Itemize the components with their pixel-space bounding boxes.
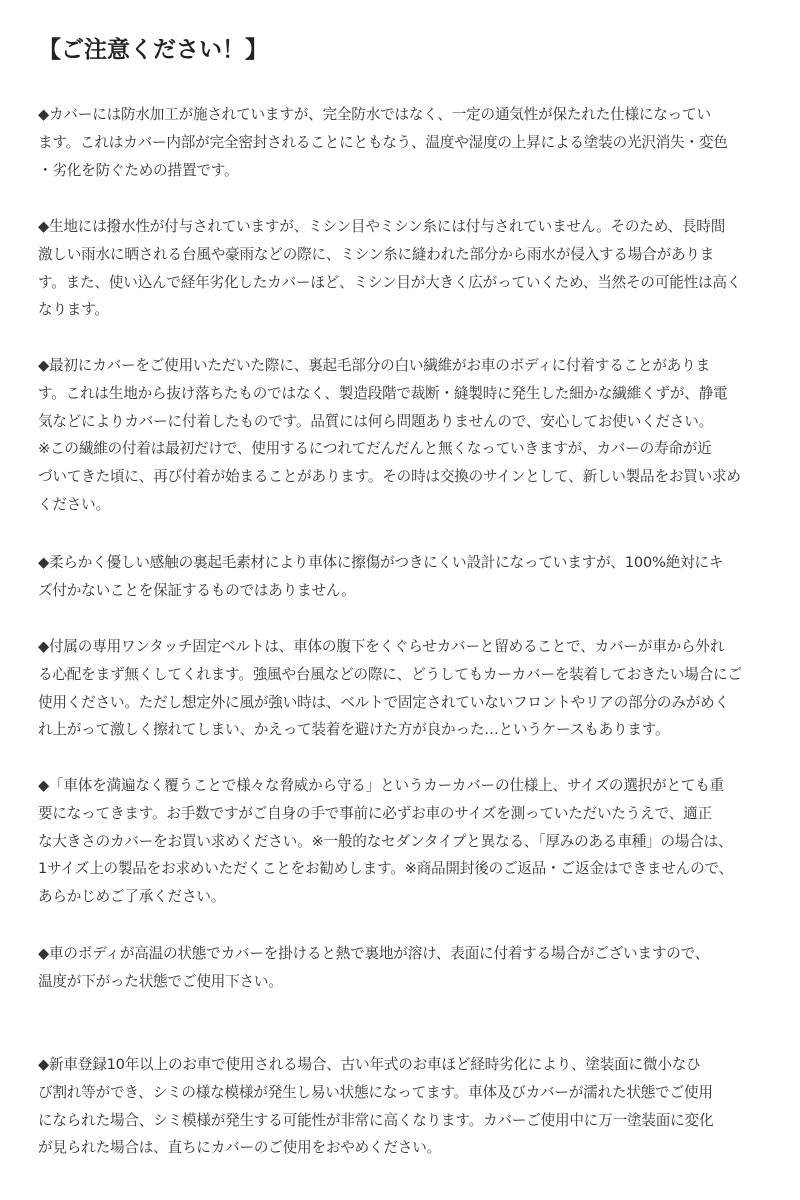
text-line: ズ付かないことを保証するものではありません。 xyxy=(38,581,356,599)
notice-size xyxy=(38,772,768,911)
text-line: なります。 xyxy=(38,301,109,319)
text-line: ◆車のボディが高温の状態でカバーを掛けると熱で裏地が溶け、表面に付着する場合がございますので、 xyxy=(38,945,710,962)
text-line: ◆新車登録10年以上のお車で使用される場合、古い年式のお車ほど経時劣化により、塗装面に微小なひ xyxy=(38,1056,701,1073)
page-title: 【ご注意ください！】 xyxy=(38,37,268,63)
notice-high-temperature xyxy=(38,940,768,996)
text-line: ◆カバーには防水加工が施されていますが、完全防水ではなく、一定の通気性が保たれた仕様になってい xyxy=(38,106,711,123)
notice-old-vehicle xyxy=(38,1051,768,1162)
text-line: あらかじめご了承ください。 xyxy=(38,888,226,906)
text-line: る心配をまず無くしてくれます。強風や台風などの際に、どうしてもカーカバーを装着しておきたい場合にご xyxy=(38,665,742,683)
text-line: す。これは生地から抜け落ちたものではなく、製造段階で裁断・縫製時に発生した細かな繊維くずが、静電 xyxy=(38,384,728,402)
text-line: ◆生地には撥水性が付与されていますが、ミシン目やミシン糸には付与されていません。そのため、長時間 xyxy=(38,218,726,235)
text-line: ◆柔らかく優しい感触の裏起毛素材により車体に擦傷がつきにくい設計になっていますが、100%絶対にキ xyxy=(38,554,724,571)
text-line: 要になってきます。お手数ですがご自身の手で事前に必ずお車のサイズを測っていただいたうえで、適正 xyxy=(38,804,712,822)
text-line: づいてきた頃に、再び付着が始まることがあります。その時は交換のサインとして、新しい製品をお買い求め xyxy=(38,468,741,486)
text-line: ◆付属の専用ワンタッチ固定ベルトは、車体の腹下をくぐらせカバーと留めることで、カバーが車から外れ xyxy=(38,638,725,655)
text-line: な大きさのカバーをお買い求めください。※一般的なセダンタイプと異なる、「厚みのある車種」の場合は、 xyxy=(38,832,733,850)
text-line: 使用ください。ただし想定外に風が強い時は、ベルトで固定されていないフロントやリアの部分のみがめく xyxy=(38,693,729,711)
text-line: ます。これはカバー内部が完全密封されることにともなう、温度や湿度の上昇による塗装の光沢消失・変色 xyxy=(38,133,728,151)
text-line: ※この繊維の付着は最初だけで、使用するにつれてだんだんと無くなっていきますが、カバーの寿命が近 xyxy=(38,440,712,458)
text-line: ください。 xyxy=(38,495,110,513)
text-line: れ上がって激しく擦れてしまい、かえって装着を避けた方が良かった…というケースもあります。 xyxy=(38,721,670,739)
text-line: 気などによりカバーに付着したものです。品質には何ら問題ありませんので、安心してお使いください。 xyxy=(38,412,714,430)
text-line: 温度が下がった状態でご使用下さい。 xyxy=(38,972,283,990)
text-line: になられた場合、シミ模様が発生する可能性が非常に高くなります。カバーご使用中に万一塗装面に変化 xyxy=(38,1111,714,1129)
notice-scratch xyxy=(38,549,768,605)
text-line: ◆「車体を満遍なく覆うことで様々な脅威から守る」というカーカバーの仕様上、サイズの選択がとても重 xyxy=(38,777,725,794)
text-line: す。また、使い込んで経年劣化したカバーほど、ミシン目が大きく広がっていくため、当然その可能性は高く xyxy=(38,273,742,291)
text-line: 激しい雨水に晒される台風や豪雨などの際に、ミシン糸に縫われた部分から雨水が侵入する場合がありま xyxy=(38,245,715,263)
text-line: ◆最初にカバーをご使用いただいた際に、裏起毛部分の白い繊維がお車のボディに付着することがありま xyxy=(38,357,710,374)
text-line: ・劣化を防ぐための措置です。 xyxy=(38,161,239,179)
text-line: 1サイズ上の製品をお求めいただくことをお勧めします。※商品開封後のご返品・ご返金はできませんので、 xyxy=(38,860,733,878)
notice-belt xyxy=(38,633,768,744)
notice-water-repellent xyxy=(38,213,768,324)
text-line: が見られた場合は、直ちにカバーのご使用をおやめください。 xyxy=(38,1139,442,1157)
notice-fiber-adhesion xyxy=(38,352,768,519)
notice-waterproof xyxy=(38,101,768,184)
text-line: び割れ等ができ、シミの様な模様が発生し易い状態になってます。車体及びカバーが濡れた状態でご使用 xyxy=(38,1083,713,1101)
